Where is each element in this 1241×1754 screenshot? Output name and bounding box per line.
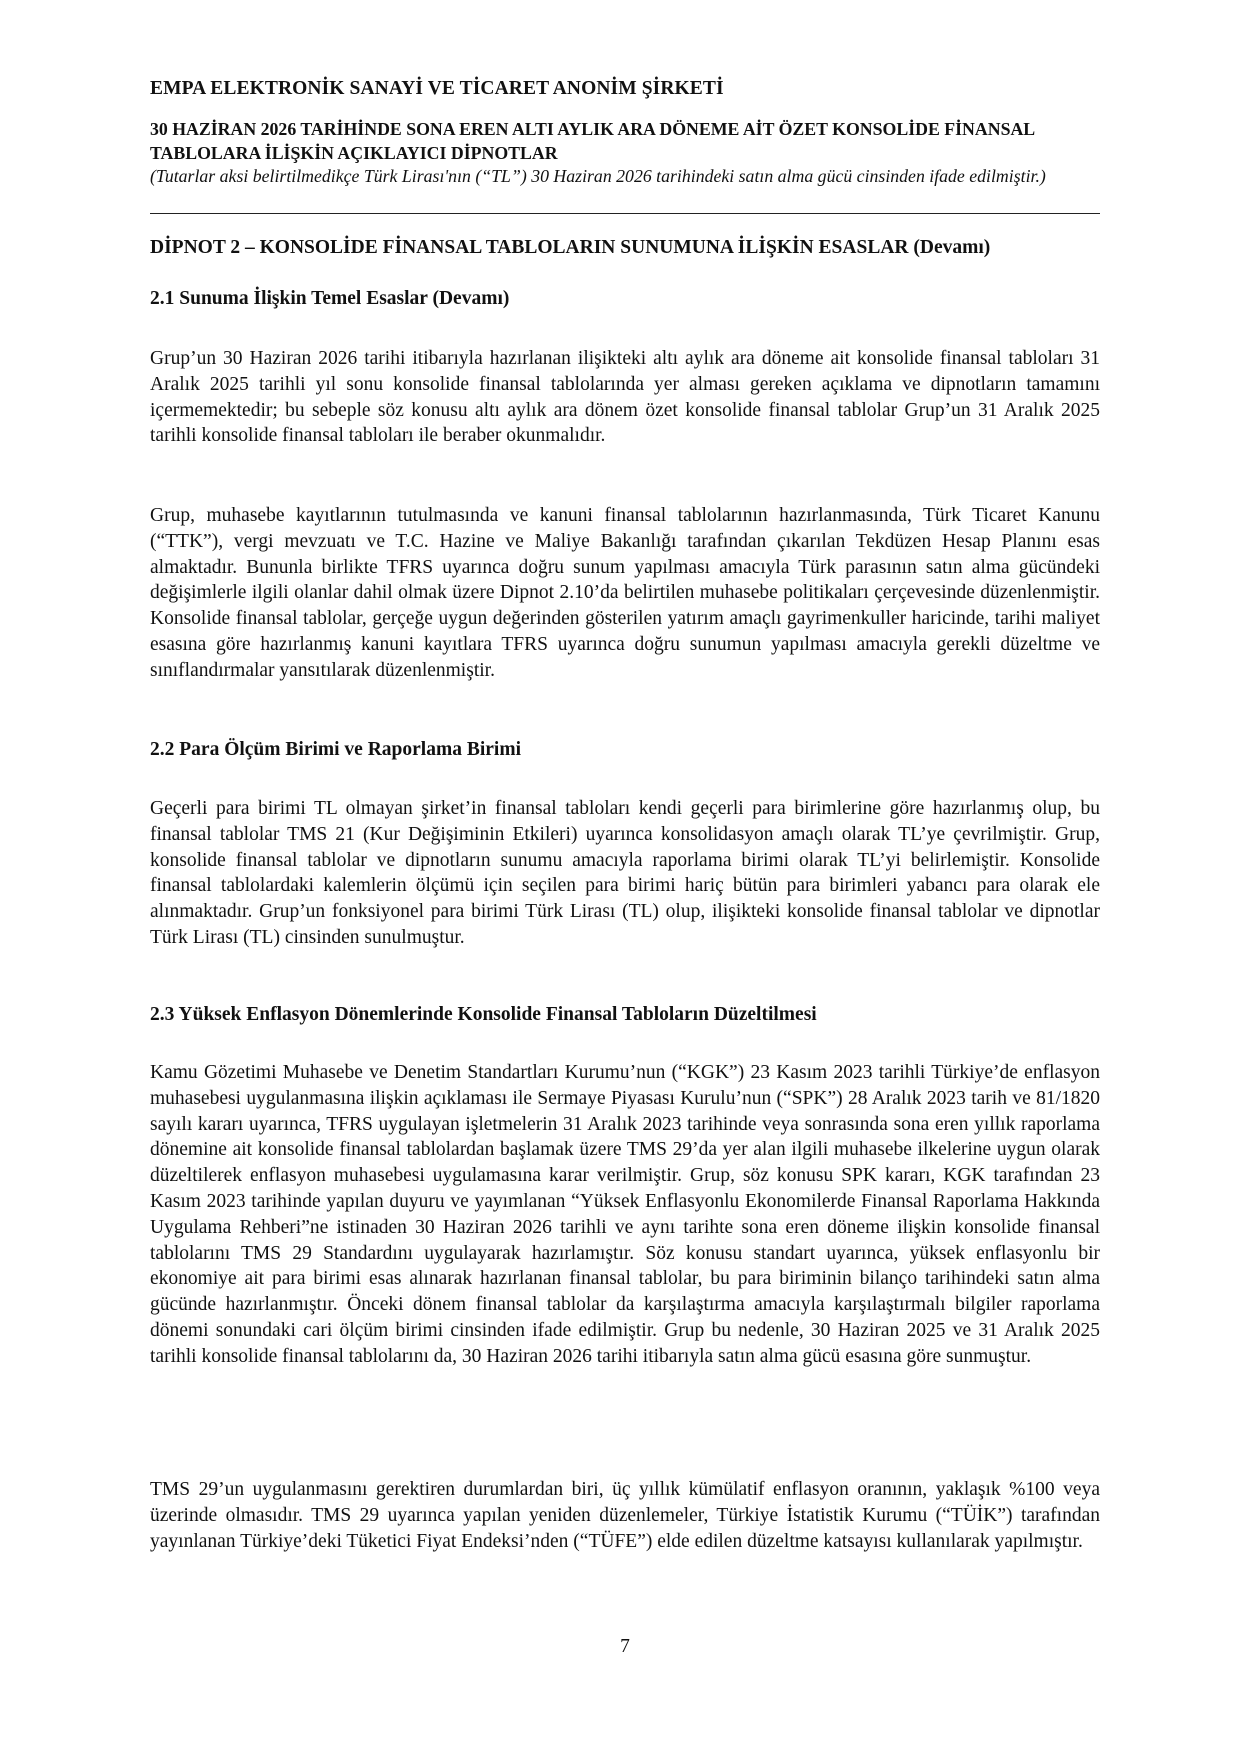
currency-note: (Tutarlar aksi belirtilmedikçe Türk Lirası'nın (“TL”) 30 Haziran 2026 tarihindeki satın alma gücü cinsinden ifade edilmiştir.): [150, 166, 1046, 186]
report-title: 30 HAZİRAN 2026 TARİHİNDE SONA EREN ALTI AYLIK ARA DÖNEME AİT ÖZET KONSOLİDE FİNANSAL TABLOLARA İLİŞKİN AÇIKLAYICI DİPNOTLAR: [150, 119, 1035, 163]
subsection-2-2-title: 2.2 Para Ölçüm Birimi ve Raporlama Birimi: [150, 739, 521, 760]
paragraph-2-1-b: Grup, muhasebe kayıtlarının tutulmasında ve kanuni finansal tablolarının hazırlanmasında, Türk Ticaret Kanunu (“TTK”), vergi mevzuatı ve T.C. Hazine ve Maliye Bakanlığı tarafından çıkarılan Tekdüzen Hesap Planını esas almaktadır. Bununla birlikte TFRS uyarınca doğru sunum yapılması amacıyla Türk parasının satın alma gücündeki değişimlerle ilgili olanlar dahil olmak üzere Dipnot 2.10’da belirtilen muhasebe politikaları çerçevesinde düzenlenmiştir. Konsolide finansal tablolar, gerçeğe uygun değerinden gösterilen yatırım amaçlı gayrimenkuller haricinde, tarihi maliyet esasına göre hazırlanmış kanuni kayıtlara TFRS uyarınca doğru sunumun yapılması amacıyla gerekli düzeltme ve sınıflandırmalar yansıtılarak düzenlenmiştir.: [150, 505, 1100, 681]
header-divider: [150, 213, 1100, 214]
subsection-2-1-title: 2.1 Sunuma İlişkin Temel Esaslar (Devamı): [150, 288, 510, 309]
paragraph-2-3-a: Kamu Gözetimi Muhasebe ve Denetim Standartları Kurumu’nun (“KGK”) 23 Kasım 2023 tarihli Türkiye’de enflasyon muhasebesi uygulanmasına ilişkin açıklaması ile Sermaye Piyasası Kurulu’nun (“SPK”) 28 Aralık 2023 tarih ve 81/1820 sayılı kararı uyarınca, TFRS uygulayan işletmelerin 31 Aralık 2023 tarihinde veya sonrasında sona eren yıllık raporlama dönemine ait konsolide finansal tablolardan başlamak üzere TMS 29’da yer alan ilgili muhasebe ilkelerine uygun olarak düzeltilerek enflasyon muhasebesi uygulamasına karar verilmiştir. Grup, söz konusu SPK kararı, KGK tarafından 23 Kasım 2023 tarihinde yapılan duyuru ve yayımlanan “Yüksek Enflasyonlu Ekonomilerde Finansal Raporlama Hakkında Uygulama Rehberi”ne istinaden 30 Haziran 2026 tarihli ve aynı tarihte sona eren döneme ilişkin konsolide finansal tablolarını TMS 29 Standardını uygulayarak hazırlamıştır. Söz konusu standart uyarınca, yüksek enflasyonlu bir ekonomiye ait para birimi esas alınarak hazırlanan finansal tablolar, bu para biriminin bilanço tarihindeki satın alma gücünde hazırlanmıştır. Önceki dönem finansal tablolar da karşılaştırma amacıyla karşılaştırmalı bilgiler raporlama dönemi sonundaki cari ölçüm birimi cinsinden ifade edilmiştir. Grup bu nedenle, 30 Haziran 2025 ve 31 Aralık 2025 tarihli konsolide finansal tablolarını da, 30 Haziran 2026 tarihi itibarıyla satın alma gücü esasına göre sunmuştur.: [150, 1062, 1100, 1367]
subsection-2-3-title: 2.3 Yüksek Enflasyon Dönemlerinde Konsolide Finansal Tabloların Düzeltilmesi: [150, 1004, 817, 1025]
paragraph-2-1-a: Grup’un 30 Haziran 2026 tarihi itibarıyla hazırlanan ilişikteki altı aylık ara döneme ait konsolide finansal tabloları 31 Aralık 2025 tarihli yıl sonu konsolide finansal tablolarında yer alması gereken açıklama ve dipnotların tamamını içermemektedir; bu sebeple söz konusu altı aylık ara dönem özet konsolide finansal tablolar Grup’un 31 Aralık 2025 tarihli konsolide finansal tabloları ile beraber okunmalıdır.: [150, 348, 1100, 447]
page-number: 7: [620, 1636, 630, 1657]
paragraph-2-3-b: TMS 29’un uygulanmasını gerektiren durumlardan biri, üç yıllık kümülatif enflasyon oranının, yaklaşık %100 veya üzerinde olmasıdır. TMS 29 uyarınca yapılan yeniden düzenlemeler, Türkiye İstatistik Kurumu (“TÜİK”) tarafından yayınlanan Türkiye’deki Tüketici Fiyat Endeksi’nden (“TÜFE”) elde edilen düzeltme katsayısı kullanılarak yapılmıştır.: [150, 1479, 1100, 1552]
section-heading: DİPNOT 2 – KONSOLİDE FİNANSAL TABLOLARIN SUNUMUNA İLİŞKİN ESASLAR (Devamı): [150, 237, 991, 258]
paragraph-2-2-a: Geçerli para birimi TL olmayan şirket’in finansal tabloları kendi geçerli para birimlerine göre hazırlanmış olup, bu finansal tablolar TMS 21 (Kur Değişiminin Etkileri) uyarınca konsolidasyon amaçlı olarak TL’ye çevrilmiştir. Grup, konsolide finansal tablolar ve dipnotların sunumu amacıyla raporlama birimi olarak TL’yi belirlemiştir. Konsolide finansal tablolardaki kalemlerin ölçümü için seçilen para birimi hariç bütün para birimleri yabancı para olarak ele alınmaktadır. Grup’un fonksiyonel para birimi Türk Lirası (TL) olup, ilişikteki konsolide finansal tablolar ve dipnotlar Türk Lirası (TL) cinsinden sunulmuştur.: [150, 798, 1100, 948]
company-name: EMPA ELEKTRONİK SANAYİ VE TİCARET ANONİM ŞİRKETİ: [150, 78, 724, 99]
